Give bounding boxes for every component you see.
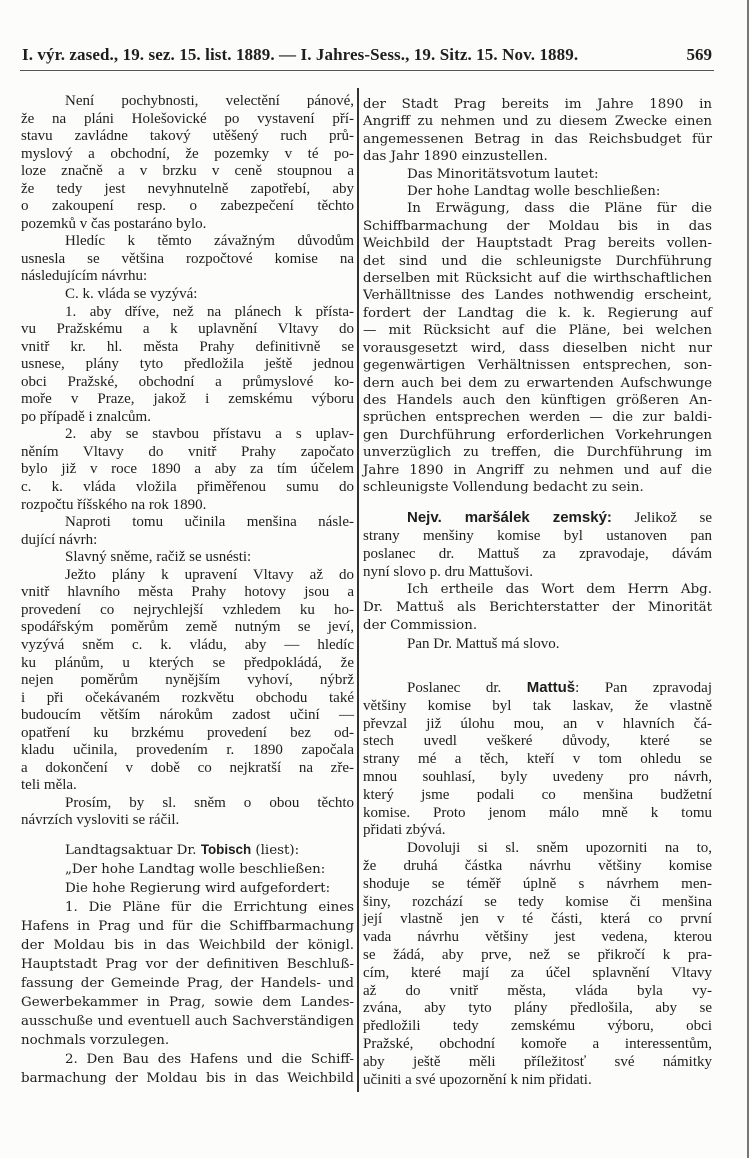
text-line: po případě i znalcům. (21, 408, 151, 425)
paragraph (21, 304, 354, 427)
text-line: 1. aby dříve, než na plánech k přísta- (65, 303, 354, 320)
text-line: strany menšiny komise byl ustanoven pan (363, 528, 712, 544)
paragraph (363, 200, 712, 496)
text-line: In Erwägung, dass die Pläne für die (407, 201, 712, 217)
text-line: spodářským poměrům země nutným se jeví, (21, 619, 354, 636)
text-line: fassung der Gemeinde Prag, der Handels- und (21, 976, 354, 991)
text-line: unverzüglich zu treffen, die Durchführung im (363, 445, 712, 461)
paragraph (21, 567, 354, 795)
text-line: Dr. Mattuš als Berichterstatter der Minorität (363, 600, 712, 615)
column-divider (357, 88, 359, 1092)
text-line: das Jahr 1890 einzustellen. (363, 149, 548, 165)
paragraph (21, 879, 354, 898)
text-line: Hledíc k těmto závažným důvodům (65, 233, 354, 250)
text-line: vorausgesetzt wird, dass dieselben nicht nur (363, 340, 712, 356)
text-line: myslový a obchodní, že pozemky v té po- (21, 145, 354, 162)
text-line: že tedy jest nevyhnutelně zapotřebí, aby (21, 180, 354, 197)
text-line: Prosím, by sl. sněm o obou těchto (65, 794, 354, 811)
text-line: Ich ertheile das Wort dem Herrn Abg. (407, 582, 712, 597)
page-edge (747, 0, 749, 1158)
text-line: budoucím větším nárokům zadost učiní — (21, 707, 354, 724)
text-line: že na pláni Holešovické po vystavení pří- (21, 110, 354, 127)
text-line: vyzývá sněm c. k. vládu, aby — hledíc (21, 636, 354, 653)
paragraph (21, 233, 354, 286)
text-line: Jahre 1890 in Angriff zu nehmen und auf die (363, 462, 712, 478)
text-line: schleunigste Vollendung bedacht zu sein. (363, 479, 644, 495)
text-line: přidati zbývá. (363, 822, 446, 839)
text-line: gen Durchführung erforderlichen Vorkehrungen (363, 427, 712, 443)
text-line: komise. Proto jenom málo mně k tomu (363, 804, 712, 821)
text-line: bylo již v roce 1890 a aby za tím účelem (21, 461, 354, 478)
paragraph (363, 840, 712, 1089)
text-line: provedení co nejrychlejší vzhledem ku ho- (21, 601, 354, 618)
text-line: o zakoupení resp. o zabezpečení těchto (21, 198, 354, 215)
text-line: stavu zavládne takový utěšený ruch prů- (21, 128, 354, 145)
paragraph (21, 426, 354, 514)
text-line: nejen poměrům nynějším vyhoví, nýbrž (21, 672, 354, 689)
header-rule (20, 70, 714, 71)
text-line: 2. Den Bau des Hafens und die Schiff- (65, 1052, 354, 1067)
text-line: nyní slovo p. dru Mattušovi. (363, 564, 534, 580)
text-line: cím, které mají za účel splavnění Vltavy (363, 964, 712, 981)
text-line: vu Pražskému a k uplavnění Vltavy do (21, 321, 354, 338)
text-line: Schiffbarmachung der Moldau bis in das (363, 218, 712, 234)
text-line: fordert der Landtag die k. k. Regierung auf (363, 305, 712, 321)
text-line: zvána, aby tyto plány předlošila, aby se (363, 1000, 712, 1017)
text-line: převzal již úlohu mou, an v hlavních čá- (363, 715, 712, 732)
text-line: nochmals vorzulegen. (21, 1033, 170, 1048)
text-segment: Poslanec dr. (407, 680, 527, 696)
column-1-section-2 (363, 679, 712, 1089)
text-line: dující návrh: (21, 531, 98, 548)
text-line (363, 679, 712, 698)
text-line: rozpočtu říšského na rok 1890. (21, 496, 207, 513)
text-line: vada návrhu většiny jest vedena, kterou (363, 929, 712, 946)
text-line: učiniti a své upozornění k nim přidati. (363, 1071, 592, 1088)
paragraph (363, 581, 712, 635)
speaker-name: Nejv. maršálek zemský: (407, 509, 612, 526)
paragraph (21, 514, 354, 549)
paragraph (21, 1050, 354, 1088)
text-line: C. k. vláda se vyzývá: (65, 286, 198, 303)
text-line: sprüchen entsprechen werden — die zur baldi- (363, 410, 712, 426)
text-line: ku plánům, u kterých se předpokládá, že (21, 654, 354, 671)
text-line: Naproti tomu učinila menšina násle- (65, 514, 354, 531)
text-line: Die hohe Regierung wird aufgefordert: (65, 881, 331, 896)
text-segment: : Pan zpravodaj (575, 680, 712, 696)
speaker-name: Mattuš (526, 679, 576, 696)
text-line: der Stadt Prag bereits im Jahre 1890 in (363, 97, 712, 112)
page-number: 569 (686, 45, 712, 64)
text-line (363, 509, 712, 527)
text-line: vnitř hlavního města Prahy hotovy jsou a (21, 584, 354, 601)
text-segment: Jelikož se (611, 510, 712, 526)
text-line: gegenwärtigen Verhältnissen entsprechen, son- (363, 358, 712, 374)
text-line: 1. Die Pläne für die Errichtung eines (65, 900, 354, 915)
column-0-section-1 (21, 840, 354, 1088)
paragraph (363, 509, 712, 581)
text-line: Slavný sněme, račiž se usnésti: (65, 549, 252, 566)
paragraph (21, 898, 354, 1050)
paragraph (363, 679, 712, 840)
text-line: mnou souhlasí, byly uvedeny pro návrh, (363, 768, 712, 785)
text-line: 2. aby se stavbou přístavu a s uplav- (65, 426, 354, 443)
text-line: Gewerbekammer in Prag, sowie dem Landes- (21, 995, 354, 1010)
text-line: moře v Praze, jakož i zemskému výboru (21, 391, 354, 408)
text-line: c. k. vláda vložila přiměřenou sumu do (21, 479, 354, 496)
text-line: loze značně a v brzku v ceně stoupnou a (21, 163, 354, 180)
text-line: její vlastně jen v té části, která co první (363, 911, 712, 928)
text-line: obci Pražské, obchodní a průmyslové ko- (21, 373, 354, 390)
speaker-name: Tobisch (200, 842, 252, 857)
paragraph (21, 795, 354, 830)
paragraph (363, 635, 712, 653)
column-0-section-0 (21, 93, 354, 830)
text-line: Ježto plány k upravení Vltavy až do (65, 566, 354, 583)
text-line: až do vnitř města, vláda byla vy- (363, 982, 712, 999)
paragraph (363, 96, 712, 166)
text-line: Pan Dr. Mattuš má slovo. (407, 636, 560, 652)
text-line: Není pochybnosti, velectění pánové, (65, 93, 354, 109)
text-segment: Landtagsaktuar Dr. (65, 843, 201, 858)
header-title: I. výr. zased., 19. sez. 15. list. 1889. — I. Jahres-Sess., 19. Sitz. 15. Nov. 1889. (22, 45, 579, 64)
text-line: angemessenen Betrag in das Reichsbudget für (363, 131, 712, 147)
text-line: kladu učinila, provedením r. 1890 započala (21, 742, 354, 759)
text-line: Angriff zu nehmen und zu diesem Zwecke einen (363, 114, 712, 130)
text-line: barmachung der Moldau bis in das Weichbild (21, 1071, 354, 1086)
text-line: Pražské, obchodní komoře a interessentům, (363, 1035, 712, 1052)
text-line: opatření ku brzkému provedení bez od- (21, 724, 354, 741)
text-line: Verhälltnisse des Landes nothwendig erscheint, (363, 288, 712, 304)
text-line: derselben mit Rücksicht auf die wirthschaftlichen (363, 271, 712, 287)
text-line: který jsme podali co menšina budžetní (363, 786, 712, 803)
text-line: i při očekávaném rozkvětu obchodu také (21, 689, 354, 706)
text-line: návrzích vysloviti se ráčil. (21, 812, 180, 829)
text-line: následujícím návrhu: (21, 268, 148, 285)
text-line: a dokončení v době co nejkratší na zře- (21, 759, 354, 776)
text-line: des Handels auch den künftigen größeren An- (363, 392, 712, 408)
text-line: něním Vltavy do vnitř Prahy započato (21, 443, 354, 460)
text-line: pozemků v čas postaráno bylo. (21, 215, 207, 232)
paragraph (21, 549, 354, 567)
running-header (22, 45, 712, 65)
text-line: se žádá, aby prve, než se přikročí k pra- (363, 946, 712, 963)
text-line: der Moldau bis in das Weichbild der königl. (21, 938, 354, 953)
text-line: Das Minoritätsvotum lautet: (407, 166, 599, 182)
text-line: det sind und die schleunigste Durchführung (363, 253, 712, 269)
text-line: — mit Rücksicht auf die Pläne, bei welchen (363, 323, 712, 339)
text-line: strany mé a těch, kteří v tom ohledu se (363, 751, 712, 768)
text-line: poslanec dr. Mattuš za zpravodaje, dávám (363, 546, 712, 562)
text-line: teli měla. (21, 777, 77, 794)
text-line: shoduje se téměř úplně s návrhem men- (363, 875, 712, 892)
text-line: předložili tedy zemskému výboru, obci (363, 1018, 712, 1035)
text-line: Dovoluji si sl. sněm upozorniti na to, (407, 840, 712, 857)
text-line: většiny komise byl tak laskav, že vlastně (363, 697, 712, 714)
text-line: aby ještě měli příležitosť své námitky (363, 1053, 712, 1070)
paragraph (21, 860, 354, 879)
paragraph (21, 286, 354, 304)
text-line: dern auch bei dem zu erwartenden Aufschwunge (363, 375, 712, 391)
text-line: že druhá částka návrhu většiny komise (363, 857, 712, 874)
text-line: der Commission. (363, 618, 478, 633)
text-line: „Der hohe Landtag wolle beschließen: (65, 862, 326, 877)
column-1-section-0 (363, 96, 712, 496)
text-line: Weichbild der Hauptstadt Prag bereits vollen- (363, 236, 712, 252)
text-line: šiny, rozchází se tedy komise či menšina (363, 893, 712, 910)
column-1-section-1 (363, 509, 712, 653)
paragraph (363, 183, 712, 200)
text-line: usnesla se většina rozpočtové komise na (21, 250, 354, 267)
text-segment: (liest): (251, 843, 300, 858)
text-line (21, 840, 354, 860)
paragraph (363, 166, 712, 183)
paragraph (21, 93, 354, 233)
text-line: usnese, plány tyto předložila ještě jednou (21, 356, 354, 373)
paragraph (21, 840, 354, 860)
text-line: Hafens in Prag und für die Schiffbarmachung (21, 919, 354, 934)
text-line: vnitř kr. hl. města Prahy definitivně se (21, 338, 354, 355)
text-line: Hauptstadt Prag vor der definitiven Beschluß- (21, 957, 354, 972)
text-line: ausschuße und eventuell auch Sachverständigen (21, 1014, 354, 1029)
text-line: Der hohe Landtag wolle beschließen: (407, 184, 661, 200)
text-line: stech uvedl veškeré důvody, které se (363, 733, 712, 750)
